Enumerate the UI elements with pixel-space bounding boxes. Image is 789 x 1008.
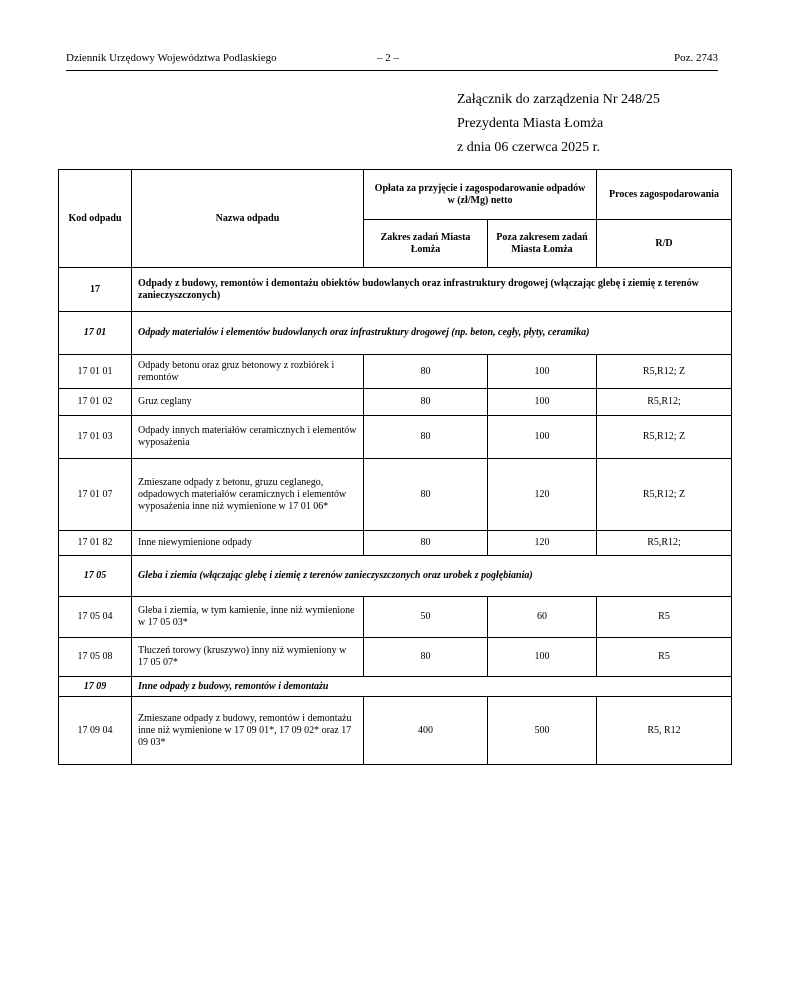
waste-name: Zmieszane odpady z budowy, remontów i demontażu inne niż wymienione w 17 09 01*, 17 09 02* oraz 17 09 03* — [132, 697, 364, 765]
table-row — [59, 638, 732, 677]
fee-in: 80 — [364, 531, 488, 556]
table-row — [59, 459, 732, 531]
waste-name: Zmieszane odpady z betonu, gruzu ceglanego, odpadowych materiałów ceramicznych i elementów wyposażenia inne niż wymienione w 17 01 06* — [132, 459, 364, 531]
table-row — [59, 597, 732, 638]
section-code: 17 01 — [59, 312, 132, 355]
waste-code: 17 01 82 — [59, 531, 132, 556]
col-header-fee-in: Zakres zadań Miasta Łomża — [364, 220, 488, 268]
col-header-fee-out: Poza zakresem zadań Miasta Łomża — [488, 220, 597, 268]
fee-in: 400 — [364, 697, 488, 765]
fee-out: 60 — [488, 597, 597, 638]
section-code: 17 05 — [59, 556, 132, 597]
fee-out: 120 — [488, 531, 597, 556]
fee-in: 80 — [364, 355, 488, 389]
waste-code: 17 09 04 — [59, 697, 132, 765]
process-rd: R5,R12; — [597, 389, 732, 416]
annex-line-3: z dnia 06 czerwca 2025 r. — [457, 140, 601, 155]
waste-name: Gruz ceglany — [132, 389, 364, 416]
page-header — [66, 52, 718, 66]
waste-fee-table — [58, 169, 732, 765]
process-rd: R5, R12 — [597, 697, 732, 765]
waste-code: 17 05 08 — [59, 638, 132, 677]
fee-out: 100 — [488, 638, 597, 677]
section-row — [59, 312, 732, 355]
fee-out: 100 — [488, 389, 597, 416]
table-row — [59, 697, 732, 765]
section-row — [59, 556, 732, 597]
section-name: Inne odpady z budowy, remontów i demontażu — [132, 677, 732, 697]
table-row — [59, 389, 732, 416]
col-header-rd: R/D — [597, 220, 732, 268]
group-name: Odpady z budowy, remontów i demontażu obiektów budowlanych oraz infrastruktury drogowej (włączając glebę i ziemię z terenów zanieczyszczonych) — [132, 268, 732, 312]
process-rd: R5,R12; Z — [597, 355, 732, 389]
waste-code: 17 05 04 — [59, 597, 132, 638]
fee-in: 80 — [364, 389, 488, 416]
process-rd: R5,R12; Z — [597, 459, 732, 531]
process-rd: R5,R12; — [597, 531, 732, 556]
process-rd: R5 — [597, 597, 732, 638]
waste-name: Odpady betonu oraz gruz betonowy z rozbiórek i remontów — [132, 355, 364, 389]
journal-title: Dziennik Urzędowy Województwa Podlaskiego — [66, 52, 277, 64]
fee-out: 100 — [488, 355, 597, 389]
table-row — [59, 355, 732, 389]
waste-code: 17 01 01 — [59, 355, 132, 389]
waste-code: 17 01 02 — [59, 389, 132, 416]
col-header-name: Nazwa odpadu — [132, 170, 364, 268]
group-code: 17 — [59, 268, 132, 312]
section-row — [59, 677, 732, 697]
fee-out: 100 — [488, 416, 597, 459]
section-name: Odpady materiałów i elementów budowlanych oraz infrastruktury drogowej (np. beton, cegły, płyty, ceramika) — [132, 312, 732, 355]
col-header-fee: Opłata za przyjęcie i zagospodarowanie odpadów w (zł/Mg) netto — [364, 170, 597, 220]
process-rd: R5 — [597, 638, 732, 677]
fee-in: 50 — [364, 597, 488, 638]
annex-heading — [457, 88, 660, 160]
annex-line-1: Załącznik do zarządzenia Nr 248/25 — [457, 92, 660, 107]
group-row — [59, 268, 732, 312]
waste-name: Inne niewymienione odpady — [132, 531, 364, 556]
waste-name: Tłuczeń torowy (kruszywo) inny niż wymieniony w 17 05 07* — [132, 638, 364, 677]
col-header-process: Proces zagospodarowania — [597, 170, 732, 220]
fee-in: 80 — [364, 459, 488, 531]
waste-name: Odpady innych materiałów ceramicznych i elementów wyposażenia — [132, 416, 364, 459]
table-row — [59, 531, 732, 556]
fee-out: 120 — [488, 459, 597, 531]
annex-line-2: Prezydenta Miasta Łomża — [457, 116, 604, 131]
table-row — [59, 416, 732, 459]
fee-out: 500 — [488, 697, 597, 765]
section-code: 17 09 — [59, 677, 132, 697]
section-name: Gleba i ziemia (włączając glebę i ziemię z terenów zanieczyszczonych oraz urobek z pogłębiania) — [132, 556, 732, 597]
waste-code: 17 01 07 — [59, 459, 132, 531]
page-number: – 2 – — [377, 52, 399, 64]
waste-code: 17 01 03 — [59, 416, 132, 459]
waste-name: Gleba i ziemia, w tym kamienie, inne niż wymienione w 17 05 03* — [132, 597, 364, 638]
col-header-code: Kod odpadu — [59, 170, 132, 268]
fee-in: 80 — [364, 416, 488, 459]
fee-in: 80 — [364, 638, 488, 677]
header-rule — [66, 70, 718, 71]
position-number: Poz. 2743 — [674, 52, 718, 64]
process-rd: R5,R12; Z — [597, 416, 732, 459]
